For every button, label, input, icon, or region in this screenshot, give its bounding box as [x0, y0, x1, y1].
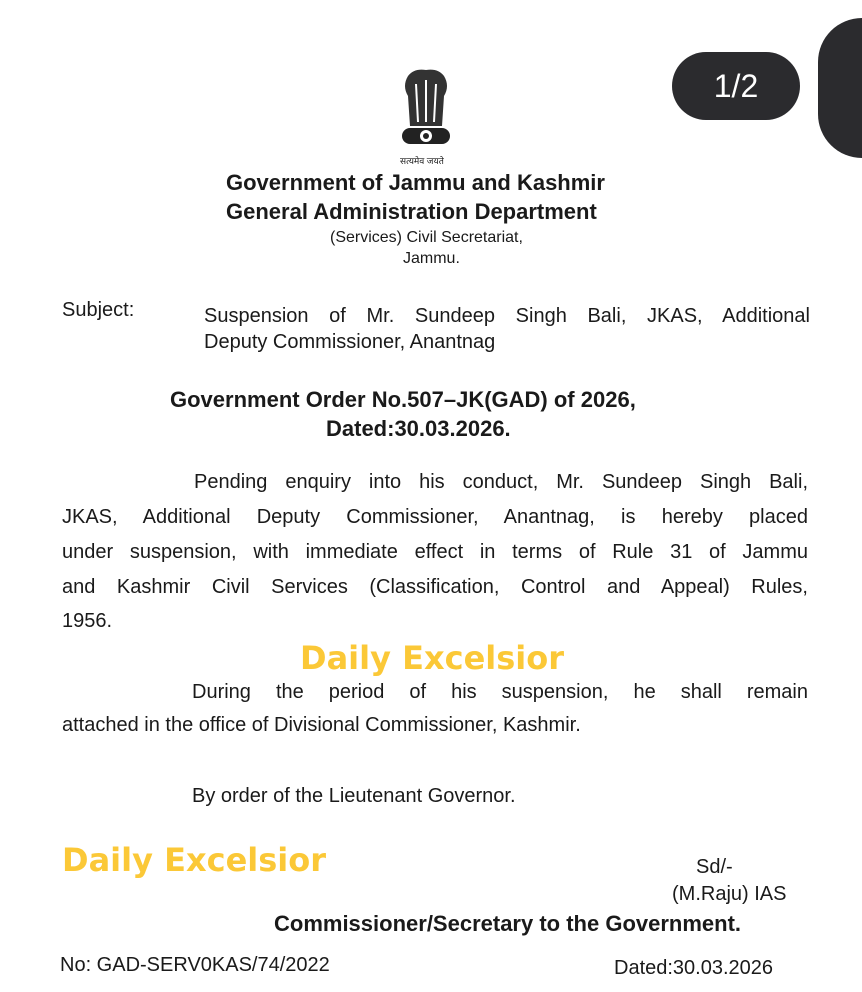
watermark: Daily Excelsior [62, 841, 327, 879]
letterhead-secretariat: (Services) Civil Secretariat, [330, 229, 523, 246]
para1-line: and Kashmir Civil Services (Classification, Control and Appeal) Rules, [62, 576, 808, 598]
signature-name: (M.Raju) IAS [672, 883, 787, 905]
letterhead-city: Jammu. [403, 250, 460, 267]
para1-line: JKAS, Additional Deputy Commissioner, Anantnag, is hereby placed [62, 506, 808, 528]
subject-label: Subject: [62, 299, 135, 321]
emblem-motto: सत्यमेव जयते [400, 156, 444, 166]
footer-date: Dated:30.03.2026 [614, 957, 774, 979]
para2-line: During the period of his suspension, he shall remain [192, 681, 808, 703]
subject-line: Deputy Commissioner, Anantnag [204, 331, 496, 353]
letterhead-department: General Administration Department [226, 199, 597, 224]
subject-line: Suspension of Mr. Sundeep Singh Bali, JKAS, Additional [204, 305, 810, 327]
letterhead-government: Government of Jammu and Kashmir [226, 170, 605, 195]
footer-number: No: GAD-SERV0KAS/74/2022 [60, 954, 330, 976]
signature-designation: Commissioner/Secretary to the Government. [274, 911, 742, 936]
page-indicator-text: 1/2 [713, 67, 759, 104]
para1-line: under suspension, with immediate effect in terms of Rule 31 of Jammu [62, 541, 808, 563]
viewer-menu-button[interactable] [818, 18, 862, 158]
signature-sd: Sd/- [696, 856, 733, 878]
order-date: Dated:30.03.2026. [326, 416, 511, 441]
page-indicator [672, 52, 800, 120]
para3: By order of the Lieutenant Governor. [192, 785, 516, 807]
para1-line: Pending enquiry into his conduct, Mr. Sundeep Singh Bali, [194, 471, 808, 493]
order-title: Government Order No.507–JK(GAD) of 2026, [170, 387, 636, 412]
national-emblem-icon [390, 66, 462, 166]
para1-line: 1956. [62, 610, 113, 632]
watermark: Daily Excelsior [300, 639, 565, 677]
para2-line: attached in the office of Divisional Commissioner, Kashmir. [62, 714, 581, 736]
